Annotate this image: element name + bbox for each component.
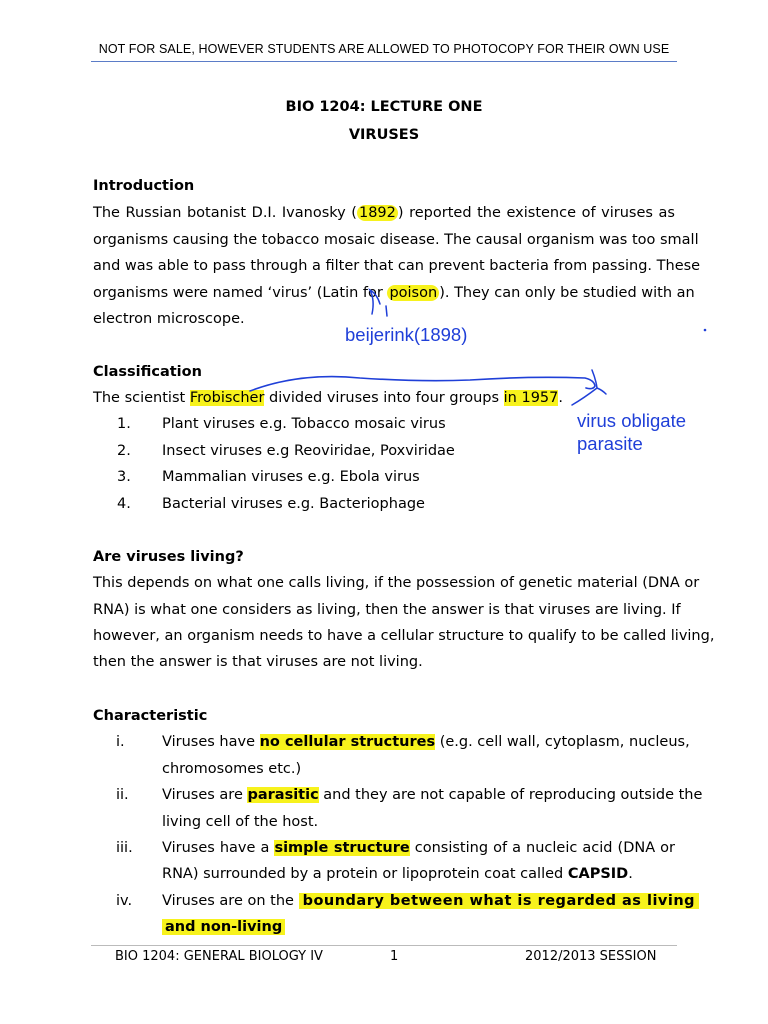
characteristic-iii-line-2: RNA) surrounded by a protein or lipoprotein coat called CAPSID. [162, 866, 633, 882]
intro-line-4: organisms were named ‘virus’ (Latin for poison ). They can only be studied with an [93, 285, 695, 301]
list-item: Mammalian viruses e.g. Ebola virus [162, 469, 420, 485]
living-line-3: however, an organism needs to have a cellular structure to qualify to be called living, [93, 628, 715, 644]
lecture-title: BIO 1204: LECTURE ONE [285, 99, 483, 115]
list-number: iii. [116, 840, 133, 856]
intro-line-1: The Russian botanist D.I. Ivanosky ( 1892 ) reported the existence of viruses as [93, 205, 675, 221]
intro-line-2: organisms causing the tobacco mosaic disease. The causal organism was too small [93, 232, 699, 248]
intro-line-5: electron microscope. [93, 311, 245, 327]
highlight-non-living: and non-living [162, 919, 285, 935]
characteristic-iv-line-1: Viruses are on the boundary between what is regarded as living [162, 893, 675, 909]
highlight-1957: in 1957 [503, 390, 559, 406]
living-line-4: then the answer is that viruses are not living. [93, 654, 423, 670]
characteristic-ii-line-1: Viruses are parasitic and they are not capable of reproducing outside the [162, 787, 703, 803]
list-number: ii. [116, 787, 129, 803]
living-line-2: RNA) is what one considers as living, then the answer is that viruses are living. If [93, 602, 681, 618]
list-item: Bacterial viruses e.g. Bacteriophage [162, 496, 425, 512]
characteristic-i-line-1: Viruses have no cellular structures (e.g. cell wall, cytoplasm, nucleus, [162, 734, 690, 750]
highlight-poison: poison [389, 285, 438, 301]
footer-divider [91, 945, 677, 946]
list-number: 3. [117, 469, 131, 485]
list-item: Plant viruses e.g. Tobacco mosaic virus [162, 416, 446, 432]
list-number: i. [116, 734, 125, 750]
intro-line-3: and was able to pass through a filter that can prevent bacteria from passing. These [93, 258, 701, 274]
characteristic-iii-line-1: Viruses have a simple structure consisting of a nucleic acid (DNA or [162, 840, 676, 856]
characteristic-heading: Characteristic [93, 708, 208, 724]
list-number: 4. [117, 496, 131, 512]
handwritten-note-beijerink: beijerink(1898) [345, 324, 468, 345]
handwritten-note-parasite: parasite [577, 433, 643, 454]
highlight-simple-structure: simple structure [274, 840, 410, 856]
highlight-1892: 1892 [358, 205, 396, 221]
list-number: iv. [116, 893, 133, 909]
characteristic-i-line-2: chromosomes etc.) [162, 761, 302, 777]
capsid-term: CAPSID [567, 866, 629, 882]
introduction-heading: Introduction [93, 178, 195, 194]
highlight-frobischer: Frobischer [189, 390, 265, 406]
living-heading: Are viruses living? [93, 549, 244, 565]
handwritten-note-obligate: virus obligate [577, 410, 687, 431]
footer-course: BIO 1204: GENERAL BIOLOGY IV [115, 949, 323, 964]
footer-session: 2012/2013 SESSION [525, 949, 657, 964]
page-number: 1 [390, 949, 399, 964]
list-number: 2. [117, 443, 131, 459]
classification-intro: The scientist Frobischer divided viruses into four groups in 1957. [93, 390, 563, 406]
highlight-boundary: boundary between what is regarded as living [299, 893, 699, 909]
living-line-1: This depends on what one calls living, if the possession of genetic material (DNA or [93, 575, 700, 591]
highlight-no-cellular-structures: no cellular structures [259, 734, 436, 750]
highlight-parasitic: parasitic [247, 787, 319, 803]
list-item: Insect viruses e.g Reoviridae, Poxviridae [162, 443, 455, 459]
classification-heading: Classification [93, 364, 202, 380]
page-header-notice: NOT FOR SALE, HOWEVER STUDENTS ARE ALLOWED TO PHOTOCOPY FOR THEIR OWN USE [98, 42, 670, 56]
list-number: 1. [117, 416, 131, 432]
lecture-subtitle: VIRUSES [348, 127, 420, 143]
characteristic-ii-line-2: living cell of the host. [162, 814, 319, 830]
